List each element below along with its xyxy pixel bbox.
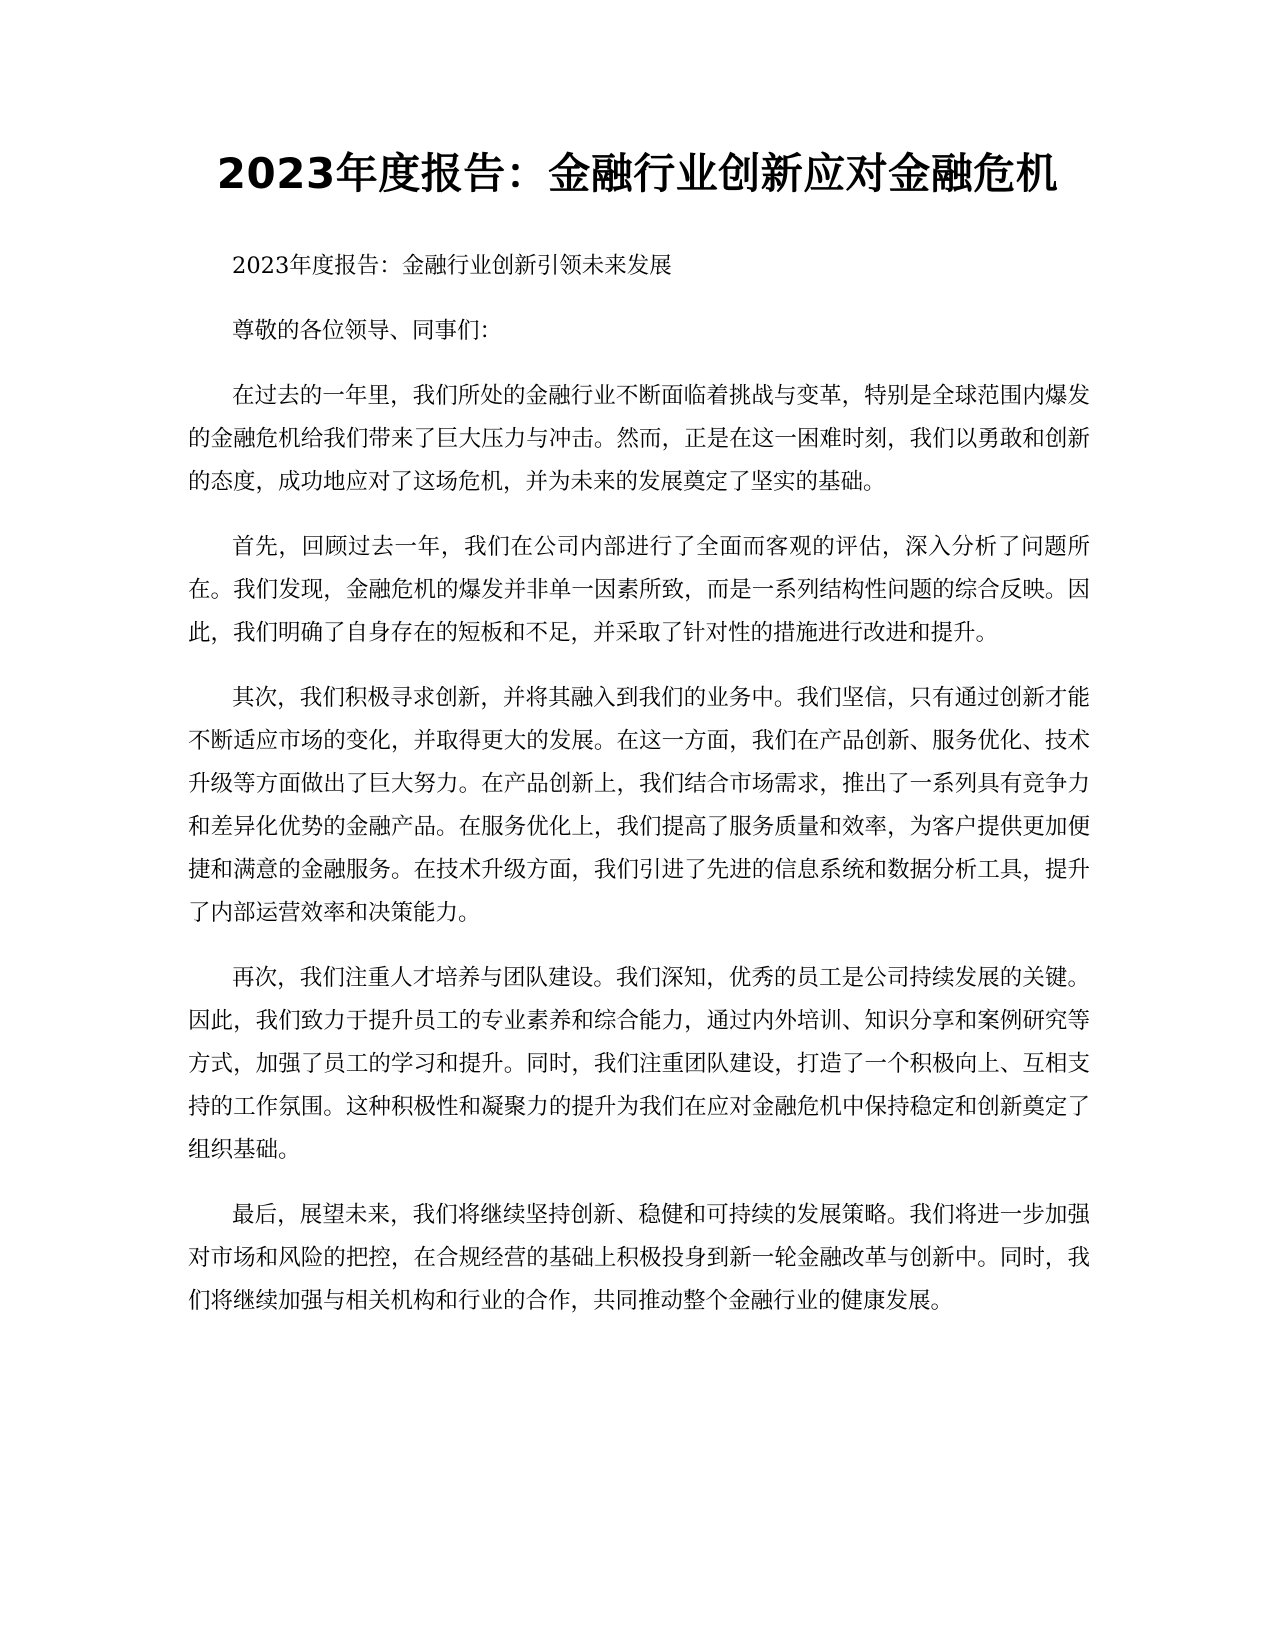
body-paragraph-1: 在过去的一年里，我们所处的金融行业不断面临着挑战与变革，特别是全球范围内爆发的金融危机给我们带来了巨大压力与冲击。然而，正是在这一困难时刻，我们以勇敢和创新的态度，成功地应对了这场危机，并为未来的发展奠定了坚实的基础。 xyxy=(188,383,1090,495)
body-paragraph-4: 再次，我们注重人才培养与团队建设。我们深知，优秀的员工是公司持续发展的关键。因此，我们致力于提升员工的专业素养和综合能力，通过内外培训、知识分享和案例研究等方式，加强了员工的学习和提升。同时，我们注重团队建设，打造了一个积极向上、互相支持的工作氛围。这种积极性和凝聚力的提升为我们在应对金融危机中保持稳定和创新奠定了组织基础。 xyxy=(188,965,1090,1163)
body-paragraph-3: 其次，我们积极寻求创新，并将其融入到我们的业务中。我们坚信，只有通过创新才能不断适应市场的变化，并取得更大的发展。在这一方面，我们在产品创新、服务优化、技术升级等方面做出了巨大努力。在产品创新上，我们结合市场需求，推出了一系列具有竞争力和差异化优势的金融产品。在服务优化上，我们提高了服务质量和效率，为客户提供更加便捷和满意的金融服务。在技术升级方面，我们引进了先进的信息系统和数据分析工具，提升了内部运营效率和决策能力。 xyxy=(188,685,1090,926)
document-title: 2023年度报告：金融行业创新应对金融危机 xyxy=(216,149,1059,198)
salutation-paragraph: 尊敬的各位领导、同事们： xyxy=(232,318,503,344)
subtitle-paragraph: 2023年度报告：金融行业创新引领未来发展 xyxy=(232,253,672,279)
document-body xyxy=(188,245,1090,1345)
body-paragraph-5: 最后，展望未来，我们将继续坚持创新、稳健和可持续的发展策略。我们将进一步加强对市场和风险的把控，在合规经营的基础上积极投身到新一轮金融改革与创新中。同时，我们将继续加强与相关机构和行业的合作，共同推动整个金融行业的健康发展。 xyxy=(188,1202,1090,1314)
body-paragraph-2: 首先，回顾过去一年，我们在公司内部进行了全面而客观的评估，深入分析了问题所在。我们发现，金融危机的爆发并非单一因素所致，而是一系列结构性问题的综合反映。因此，我们明确了自身存在的短板和不足，并采取了针对性的措施进行改进和提升。 xyxy=(188,534,1090,646)
